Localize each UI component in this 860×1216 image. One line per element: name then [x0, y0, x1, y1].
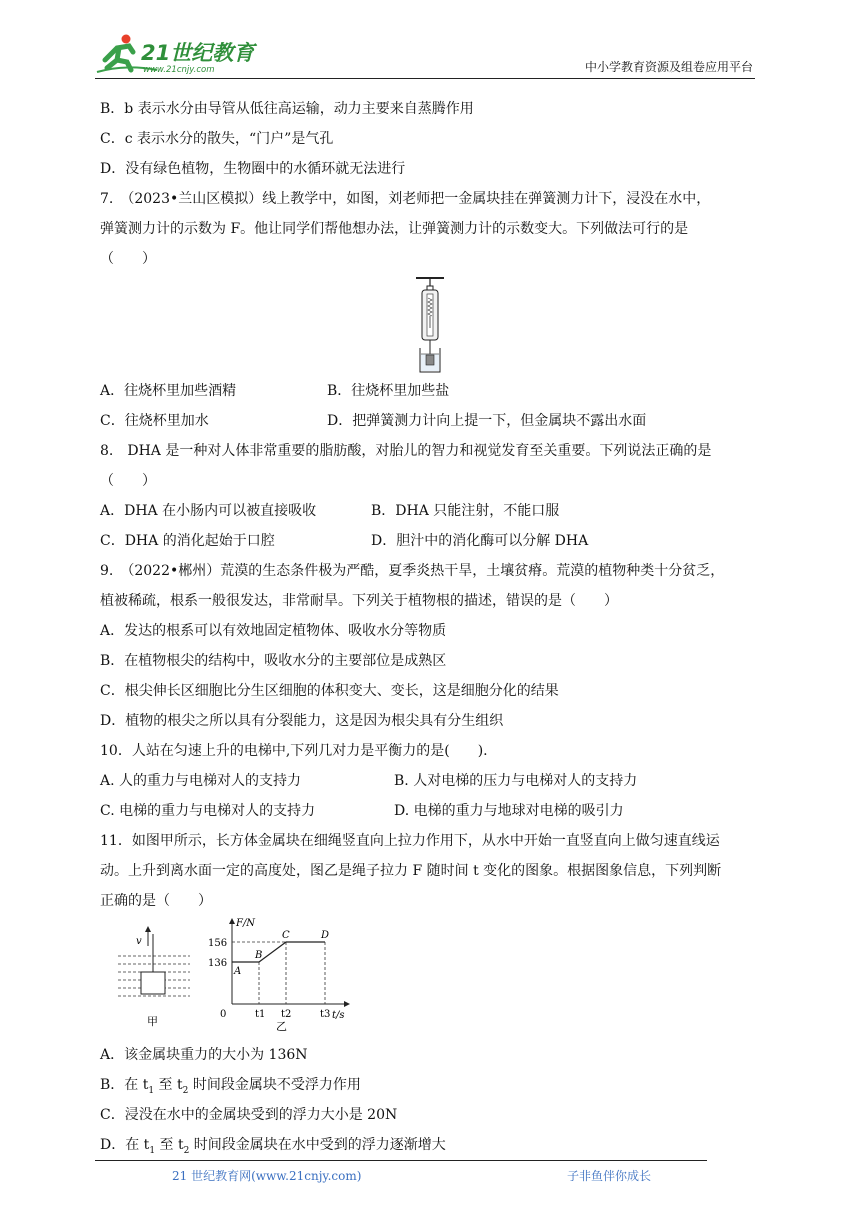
q7-options-row2: [100, 406, 766, 436]
y-tick-156: 156: [208, 938, 228, 949]
q11-stem-line2: 动。上升到离水面一定的高度处，图乙是绳子拉力 F 随时间 t 变化的图象。根据图象信息，下列判断: [100, 863, 722, 879]
q7-option-b: B．往烧杯里加些盐: [327, 383, 450, 399]
q7-option-d: D．把弹簧测力计向上提一下，但金属块不露出水面: [327, 413, 647, 429]
q7-option-a: A．往烧杯里加些酒精: [100, 383, 237, 399]
y-tick-136: 136: [208, 958, 228, 969]
x-tick-t2: t2: [281, 1009, 292, 1020]
y-axis-label: F/N: [236, 918, 256, 929]
q10-option-a: A. 人的重力与电梯对人的支持力: [100, 773, 302, 789]
platform-name: 中小学教育资源及组卷应用平台: [584, 60, 753, 74]
velocity-label: v: [136, 936, 142, 947]
q11-option-b: B．在 $t_1$ 至 $t_2$ 时间段金属块不受浮力作用: [100, 1077, 361, 1096]
q10-option-d: D. 电梯的重力与地球对电梯的吸引力: [394, 803, 624, 819]
q8-options-row1: [100, 496, 766, 526]
q9-stem-line1: 9. （2022•郴州）荒漠的生态条件极为严酷，夏季炎热干旱，土壤贫瘠。荒漠的植物种类十分贫乏，: [100, 563, 725, 579]
x-tick-t3: t3: [320, 1009, 331, 1020]
q11-option-c: C．浸没在水中的金属块受到的浮力大小是 20N: [100, 1107, 398, 1123]
q8-option-b: B．DHA 只能注射，不能口服: [371, 503, 560, 519]
q11-stem-line1: 11．如图甲所示，长方体金属块在细绳竖直向上拉力作用下，从水中开始一直竖直向上做匀速直线运: [100, 833, 720, 849]
question-content: [100, 94, 766, 1160]
q9-option-d: D．植物的根尖之所以具有分裂能力，这是因为根尖具有分生组织: [100, 713, 504, 729]
figure-yi-graph: [208, 918, 350, 1033]
x-tick-t1: t1: [255, 1009, 266, 1020]
point-a: A: [234, 966, 242, 977]
point-d: D: [321, 930, 330, 941]
q9-option-b: B．在植物根尖的结构中，吸收水分的主要部位是成熟区: [100, 653, 447, 669]
page-header: [95, 30, 755, 79]
q6-option-d: D．没有绿色植物，生物圈中的水循环就无法进行: [100, 161, 406, 177]
q7-stem-line2: 弹簧测力计的示数为 F。他让同学们帮他想办法，让弹簧测力计的示数变大。下列做法可行的是: [100, 221, 689, 237]
figure-yi-label: 乙: [276, 1020, 287, 1033]
q8-option-a: A．DHA 在小肠内可以被直接吸收: [100, 503, 317, 519]
q11-stem-line3: 正确的是（ ）: [100, 893, 212, 909]
svg-text:www.21cnjy.com: www.21cnjy.com: [143, 65, 215, 75]
q7-stem-line3: （ ）: [100, 251, 156, 267]
q9-stem-line2: 植被稀疏，根系一般很发达，非常耐旱。下列关于植物根的描述，错误的是（ ）: [100, 593, 618, 609]
spring-scale-figure: [100, 274, 766, 376]
force-time-figure: [100, 916, 766, 1040]
point-c: C: [282, 930, 290, 941]
q7-options-row1: [100, 376, 766, 406]
q10-option-b: B. 人对电梯的压力与电梯对人的支持力: [394, 773, 638, 789]
x-axis-label: t/s: [332, 1010, 345, 1021]
figure-jia: [118, 926, 190, 1028]
figure-jia-label: 甲: [147, 1015, 158, 1028]
q8-option-c: C．DHA 的消化起始于口腔: [100, 533, 275, 549]
origin-label: 0: [220, 1009, 227, 1020]
q7-figure: [100, 274, 766, 376]
footer-site-link[interactable]: 21 世纪教育网(www.21cnjy.com): [172, 1169, 362, 1183]
q7-stem-line1: 7. （2023•兰山区模拟）线上教学中，如图，刘老师把一金属块挂在弹簧测力计下，浸没在水中，: [100, 191, 711, 207]
q11-option-d: D．在 $t_1$ 至 $t_2$ 时间段金属块在水中受到的浮力逐渐增大: [100, 1137, 446, 1156]
q6-option-c: C．c 表示水分的散失，“门户”是气孔: [100, 131, 334, 147]
q9-option-a: A．发达的根系可以有效地固定植物体、吸收水分等物质: [100, 623, 447, 639]
footer-slogan: 子非鱼伴你成长: [567, 1169, 652, 1183]
q11-option-a: A．该金属块重力的大小为 136N: [100, 1047, 308, 1063]
page-footer: [95, 1160, 707, 1183]
q9-option-c: C．根尖伸长区细胞比分生区细胞的体积变大、变长，这是细胞分化的结果: [100, 683, 559, 699]
q8-options-row2: [100, 526, 766, 556]
svg-text:21世纪教育: 21世纪教育: [141, 41, 255, 65]
q8-stem-line1: 8. DHA 是一种对人体非常重要的脂肪酸，对胎儿的智力和视觉发育至关重要。下列说法正确的是: [100, 443, 712, 459]
logo-21cnjy: [95, 30, 265, 76]
q8-stem-line2: （ ）: [100, 473, 156, 489]
q6-option-b: B．b 表示水分由导管从低往高运输，动力主要来自蒸腾作用: [100, 101, 474, 117]
q10-stem: 10．人站在匀速上升的电梯中,下列几对力是平衡力的是( ).: [100, 743, 488, 759]
q7-option-c: C．往烧杯里加水: [100, 413, 209, 429]
q10-option-c: C. 电梯的重力与电梯对人的支持力: [100, 803, 316, 819]
q11-figure: [100, 916, 766, 1040]
point-b: B: [255, 950, 263, 961]
q10-options-row2: [100, 796, 766, 826]
q8-option-d: D．胆汁中的消化酶可以分解 DHA: [371, 533, 589, 549]
q10-options-row1: [100, 766, 766, 796]
